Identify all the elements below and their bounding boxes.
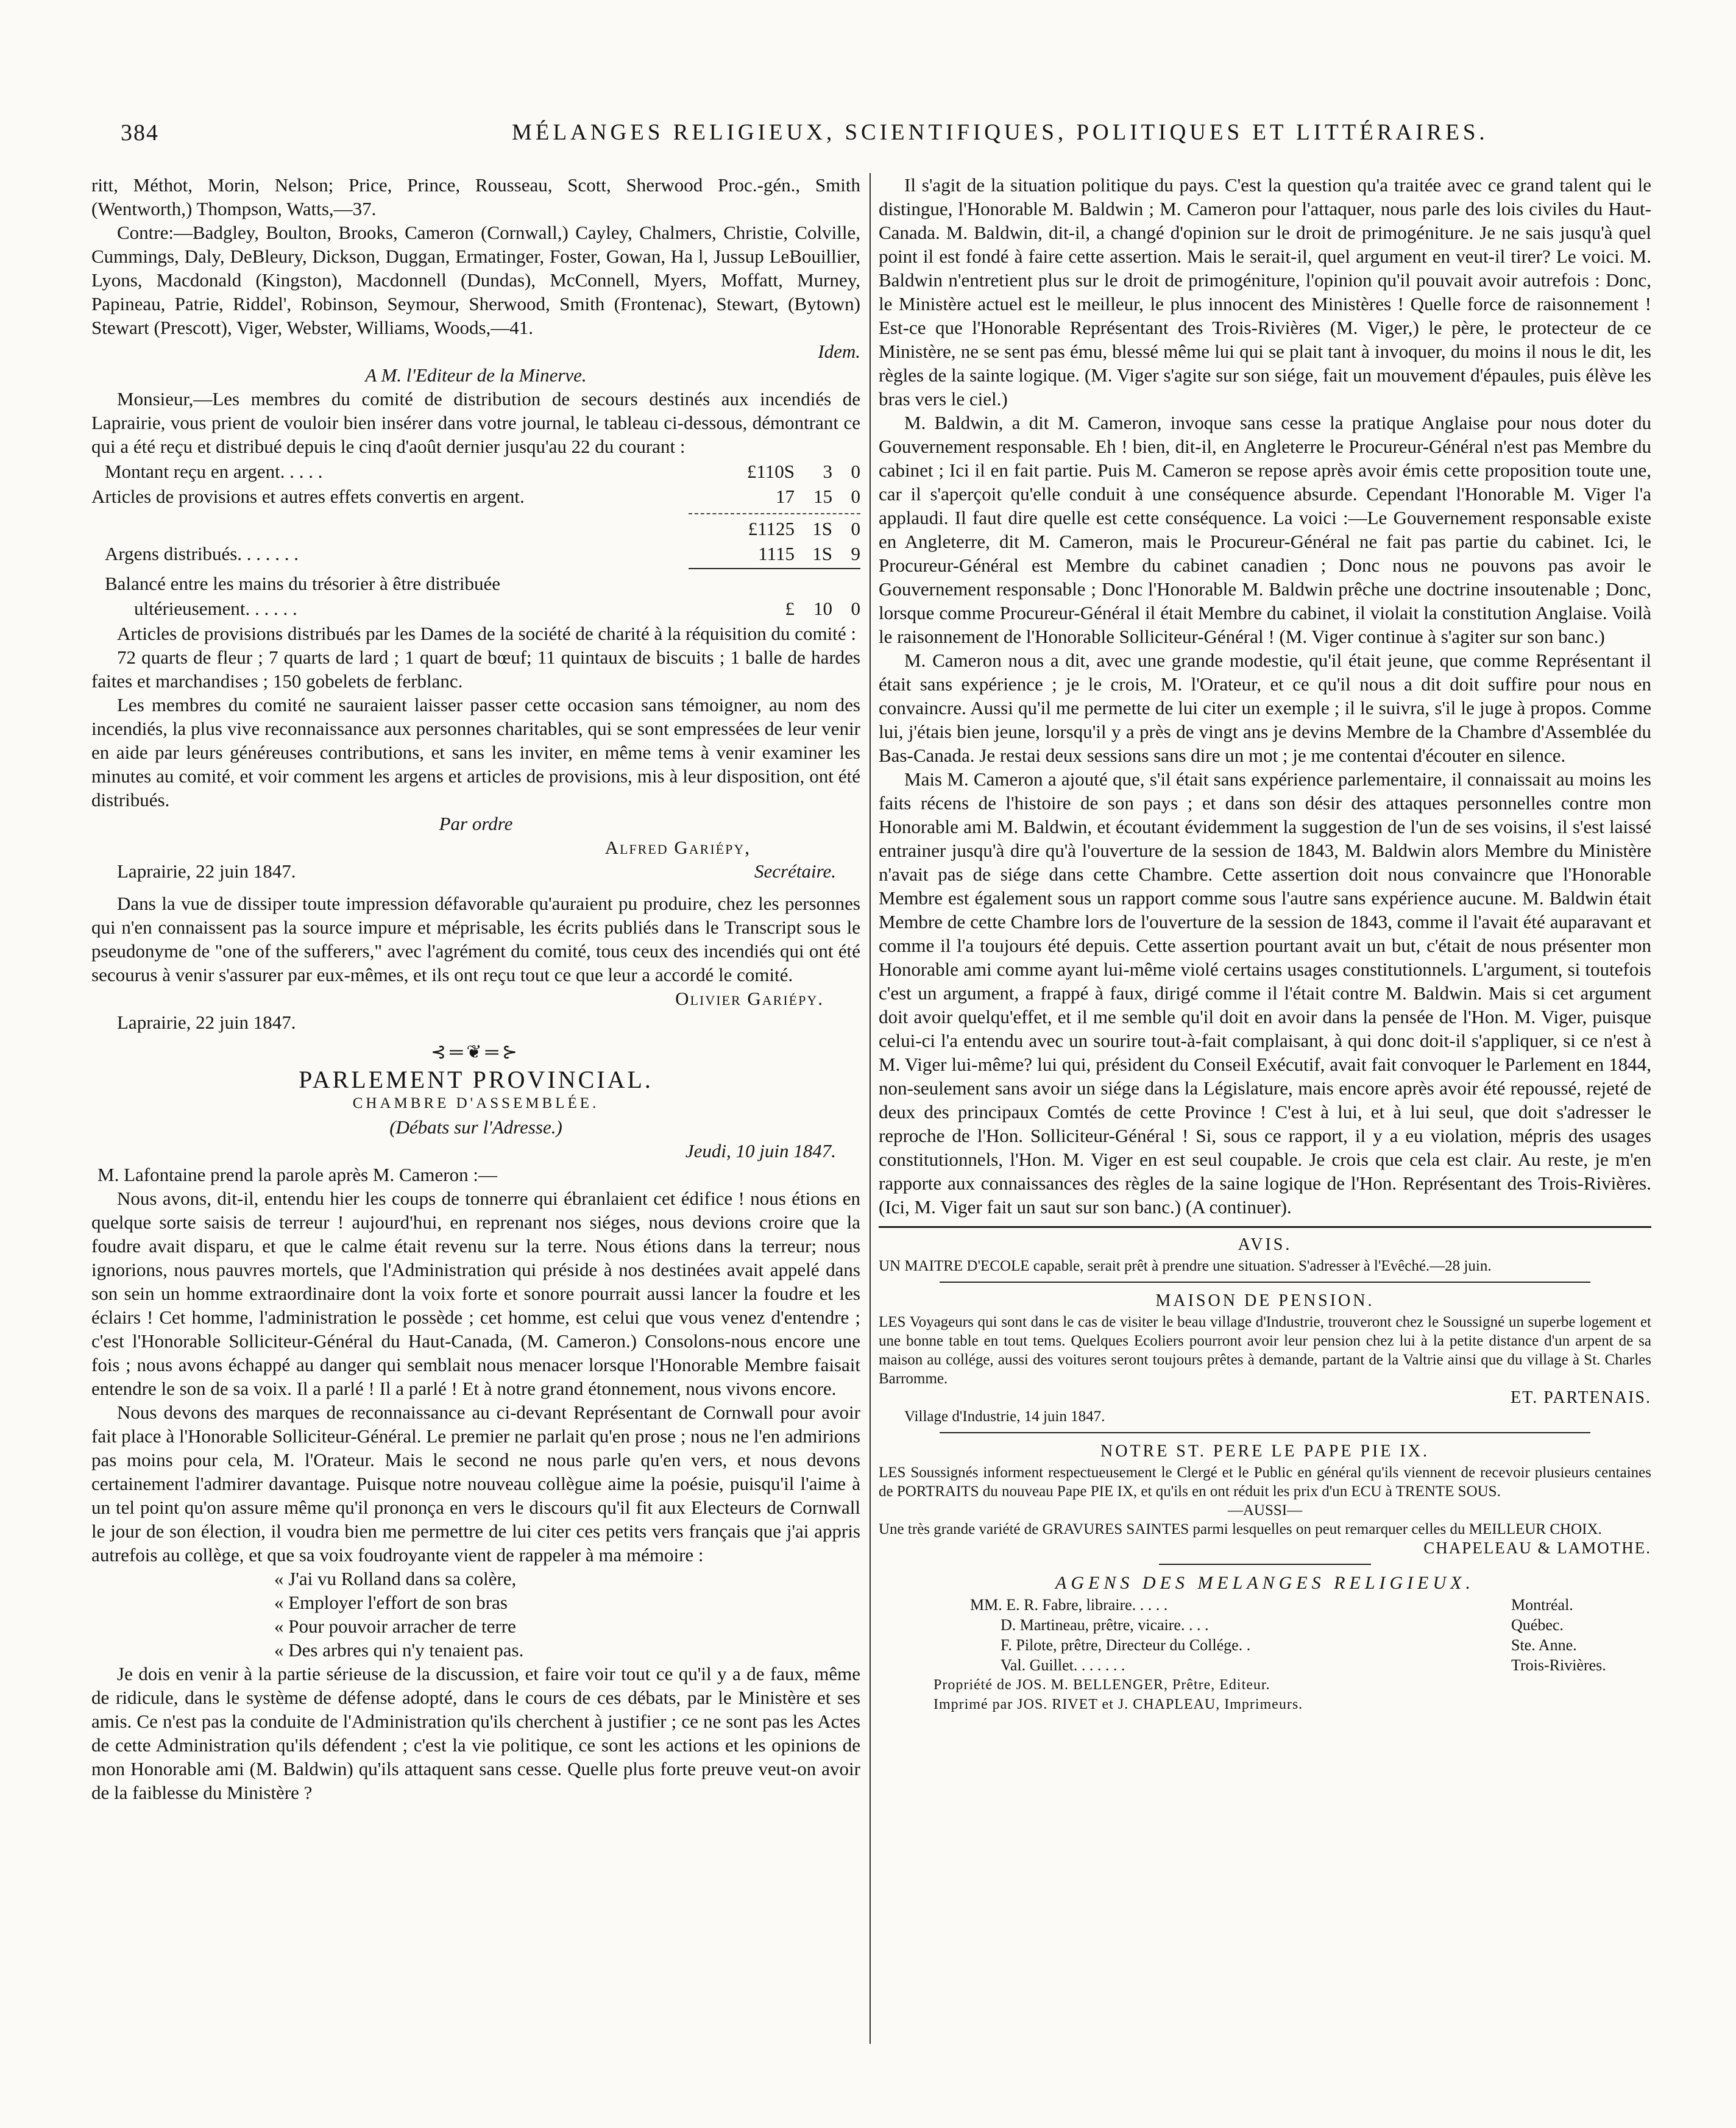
notice-rule	[1159, 1564, 1371, 1565]
left-column	[91, 173, 860, 1804]
ledger-pence: 0	[851, 598, 860, 619]
vote-idem: Idem.	[818, 341, 860, 362]
poem-line: « Pour pouvoir arracher de terre	[274, 1616, 516, 1637]
speech-paragraph: Il s'agit de la situation politique du pays. C'est la question qu'a traitée avec ce grand talent qui le distingue, l'Honorable M. Baldwin ; M. Cameron pour l'attaquer, nous parle des lois civiles du Haut-Canada. M. Baldwin, dit-il, a changé d'opinion sur le droit de primogéniture. Je ne sais jusqu'à quel point il est fondé à faire cette assertion. Mais le serait-il, quel argument en veut-il tirer? Le voici. M. Baldwin n'entretient plus sur le droit de primogéniture, l'opinion qu'il pouvait avoir autrefois : Donc, le Ministère actuel est le meilleur, le plus innocent des Ministères ! Quelle force de raisonnement ! Est-ce que l'Honorable Représentant des Trois-Rivières (M. Viger,) le père, le protecteur de ce Ministère, ne se sent pas ému, blessé même lui qui se plait tant à invoquer, du moins il nous le dit, les règles de la sainte logique. (M. Viger s'agite sur son siége, fait un mouvement d'épaules, puis élève les bras vers le ciel.)	[879, 174, 1651, 410]
articles-list: 72 quarts de fleur ; 7 quarts de lard ; 1 quart de bœuf; 11 quintaux de biscuits ; 1 balle de hardes faites et marchandises ; 150 gobelets de ferblanc.	[91, 647, 860, 692]
avis-text: UN MAITRE D'ECOLE capable, serait prêt à prendre une situation. S'adresser à l'Evêché.—28 juin.	[879, 1258, 1492, 1274]
ledger-pounds: £	[785, 598, 795, 619]
par-ordre: Par ordre	[439, 813, 513, 834]
pension-signer: ET. PARTENAIS.	[1511, 1388, 1651, 1407]
agent-place: Trois-Rivières.	[1511, 1656, 1606, 1674]
ledger-pounds: 1115	[758, 543, 795, 564]
notice-rule	[940, 1432, 1590, 1433]
pension-title: MAISON DE PENSION.	[1155, 1291, 1375, 1310]
debate-caption: (Débats sur l'Adresse.)	[389, 1116, 562, 1138]
section-title: PARLEMENT PROVINCIAL.	[299, 1066, 653, 1093]
vote-list-contre: Contre:—Badgley, Boulton, Brooks, Cameron (Cornwall,) Cayley, Chalmers, Christie, Colville, Cummings, Daly, DeBleury, Dickson, Duggan, Ermatinger, Foster, Gowan, Ha l, Jussup LeBouillier, Lyons, Macdonald (Kingston), Macdonnell (Dundas), McConnell, Myers, Moffatt, Murney, Papineau, Patrie, Riddel', Robinson, Seymour, Sherwood, Smith (Frontenac), Stewart, (Bytown) Stewart (Prescott), Viger, Webster, Williams, Woods,—41.	[91, 222, 860, 338]
ledger-pounds: £1125	[748, 518, 795, 539]
letter-body: Monsieur,—Les membres du comité de distribution de secours destinés aux incendiés de Laprairie, vous prient de vouloir bien insérer dans votre journal, le tableau ci-dessous, démontrant ce qui a été reçu et distribué depuis le cinq d'août dernier jusqu'au 22 du courant :	[91, 388, 860, 457]
imprint-proprietor: Propriété de JOS. M. BELLENGER, Prêtre, Editeur.	[934, 1677, 1270, 1693]
page-header	[91, 119, 1651, 151]
ledger-shillings: 1S	[812, 518, 832, 539]
speech-paragraph: M. Cameron nous a dit, avec une grande modestie, qu'il était jeune, que comme Représentant il était sans expérience ; je le crois, M. l'Orateur, et ce qu'il nous a dit doit suffire pour nous en convaincre. Aussi qu'il me permette de lui citer un exemple ; il le suivra, s'il le juge à propos. Comme lui, j'étais bien jeune, lorsqu'il y a près de vingt ans je devins Membre de la Chambre d'Assemblée du Bas-Canada. Je restai deux sessions sans dire un mot ; je me contentai d'écouter en silence.	[879, 650, 1651, 766]
agent-place: Québec.	[1511, 1616, 1564, 1634]
date-line: Laprairie, 22 juin 1847.	[117, 1012, 296, 1033]
agent-place: Ste. Anne.	[1511, 1636, 1577, 1654]
ledger-shillings: 10	[813, 598, 832, 619]
speech-paragraph: M. Baldwin, a dit M. Cameron, invoque sans cesse la pratique Anglaise pour nous doter du Gouvernement responsable. Eh ! bien, dit-il, en Angleterre le Procureur-Général n'est pas Membre du cabinet ; Ici il en fait partie. Puis M. Cameron se repose après avoir émis cette proposition toute une, car il s'aperçoit qu'elle conduit à une conséquence absurde. Cependant l'Honorable M. Viger l'a applaudi. Il faut dire quelle est cette conséquence. La voici :—Le Gouvernement responsable existe en Angleterre, dit M. Cameron, mais le Procureur-Général ne fait pas partie du cabinet. Ici, le Procureur-Général est Membre du cabinet canadien ; Donc nous ne pouvons pas avoir le Gouvernement responsable ; Donc l'Honorable M. Baldwin prêche une doctrine insoutenable ; Donc, lorsque comme Procureur-Général il était Membre du cabinet, il violait la constitution Anglaise. Voilà le raisonnement de l'Honorable Solliciteur-Général ! (M. Viger continue à s'agiter sur son banc.)	[879, 412, 1651, 647]
agent-name: MM. E. R. Fabre, libraire. . . . .	[970, 1596, 1168, 1614]
pension-date: Village d'Industrie, 14 juin 1847.	[904, 1408, 1105, 1425]
ledger-pence: 9	[851, 543, 860, 564]
imprint-printer: Imprimé par JOS. RIVET et J. CHAPLEAU, Imprimeurs.	[934, 1697, 1303, 1712]
avis-title: AVIS.	[1238, 1235, 1292, 1254]
agent-name: D. Martineau, prêtre, vicaire. . . .	[1001, 1616, 1209, 1634]
agent-place: Montréal.	[1511, 1596, 1573, 1614]
speaker-intro: M. Lafontaine prend la parole après M. Cameron :—	[97, 1164, 497, 1185]
transcript-note: Dans la vue de dissiper toute impression défavorable qu'auraient pu produire, chez les personnes qui n'en connaissent pas la source impure et méprisable, les écrits publiés dans le Transcript sous le pseudonyme de "one of the sufferers," avec l'agrément du comité, tous ceux des incendiés qui ont été secourus à venir s'assurer par eux-mêmes, et ils ont reçu tout ce que leur a accordé le comité.	[91, 893, 860, 985]
signer-olivier: Olivier Gariépy.	[675, 988, 824, 1009]
ledger-pounds: 17	[776, 486, 795, 507]
agent-name: F. Pilote, prêtre, Directeur du Collége. .	[1001, 1636, 1251, 1654]
notice-rule	[940, 1282, 1590, 1283]
agents-title: AGENS DES MELANGES RELIGIEUX.	[1055, 1573, 1475, 1593]
ledger-rule	[689, 568, 860, 569]
thanks-paragraph: Les membres du comité ne sauraient laisser passer cette occasion sans témoigner, au nom des incendiés, la plus vive reconnaissance aux personnes charitables, qui se sont empressées de leur venir en aide par leurs généreuses contributions, et sans les inviter, en même tems à venir examiner les minutes au comité, et voir comment les argens et articles de provisions, mis à leur disposition, ont été distribués.	[91, 694, 860, 810]
ledger-row-balance	[91, 597, 860, 620]
date-line: Laprairie, 22 juin 1847.	[117, 860, 296, 882]
signature-row	[91, 859, 860, 883]
running-title: MÉLANGES RELIGIEUX, SCIENTIFIQUES, POLITIQUES ET LITTÉRAIRES.	[512, 120, 1489, 145]
agents-list	[879, 1595, 1651, 1675]
decorative-ornament: ⊰═❦═⊱	[431, 1042, 521, 1062]
speech-paragraph: Nous avons, dit-il, entendu hier les coups de tonnerre qui ébranlaient cet édifice ! nous étions en quelque sorte saisis de terreur ! aujourd'hui, en reprenant nos siéges, nous devions croire que la foudre avait disparu, et que le calme était revenu sur la terre. Nous étions dans la terreur; nous ignorions, nous pauvres mortels, que l'Administration qui préside à nos destinées avait appelé dans son sein un homme extraordinaire dont la voix forte et sonore pourrait aussi lancer la foudre et les éclairs ! Cet homme, l'administration le possède ; cet homme, est celui que vous venez d'entendre ; c'est l'Honorable Solliciteur-Général du Haut-Canada, (M. Cameron.) Consolons-nous encore une fois ; nous avons échappé au danger qui semblait nous menacer lorsque l'Honorable Membre faisait entendre le son de sa voix. Il a parlé ! Il a parlé ! Et à notre grand étonnement, nous vivons encore.	[91, 1188, 860, 1399]
pope-text-2: Une très grande variété de GRAVURES SAINTES parmi lesquelles on peut remarquer celles du MEILLEUR CHOIX.	[879, 1521, 1602, 1537]
ledger-pounds: £110S	[746, 461, 795, 482]
page-number: 384	[121, 120, 159, 146]
balance-label: Balancé entre les mains du trésorier à être distribuée	[105, 573, 501, 594]
poem-line: « Des arbres qui n'y tenaient pas.	[274, 1639, 524, 1661]
poem-line: « Employer l'effort de son bras	[274, 1592, 508, 1613]
ledger-label: ultérieusement. . . . . .	[134, 598, 297, 619]
ledger-label: Montant reçu en argent. . . . .	[105, 461, 323, 482]
speech-paragraph: Mais M. Cameron a ajouté que, s'il était sans expérience parlementaire, il connaissait au moins les faits récens de l'histoire de son pays ; et dans son désir des attaques personnelles contre mon Honorable ami M. Baldwin, et écoutant évidemment la suggestion de l'un de ses voisins, il s'est laissé entrainer jusqu'à dire qu'à l'ouverture de la session de 1843, M. Baldwin alors Membre du Ministère n'avait pas de siége dans cette Chambre. Cette assertion doit nous convaincre que l'Honorable Membre est également sous un rapport comme sous l'autre sans expérience aucune. M. Baldwin était Membre de cette Chambre lors de l'ouverture de la session de 1843, comme il l'avait été auparavant et comme il l'a toujours été depuis. Cette assertion pourtant avait un but, c'était de nous présenter mon Honorable ami comme ayant lui-même violé certains usages constitutionnels. L'argument, si toutefois c'est un argument, a frappé à faux, dirigé comme il l'était contre M. Baldwin. Mais si cet argument doit avoir quelqu'effet, et il me semble qu'il doit en avoir dans la pensée de l'Hon. M. Viger, puisque celui-ci l'a entendu avec un sourire tout-à-fait complaisant, à qui donc doit-il s'appliquer, si ce n'est à M. Viger lui-même? lui qui, président du Conseil Exécutif, avait fait convoquer le Parlement en 1844, non-seulement sans avoir un siége dans la Législature, mais encore après avoir été repoussé, rejeté de deux des principaux Comtés de cette Province ! C'est à lui, et à lui seul, que doit s'adresser le reproche de l'Hon. Solliciteur-Général ! Si, sous ce rapport, il y a eu violation, mépris des usages constitutionnels, l'Hon. M. Viger en est seul coupable. Je crois que cela est clair. Au reste, je m'en rapporte aux connaissances des règles de la saine logique de l'Hon. Représentant des Trois-Rivières. (Ici, M. Viger fait un saut sur son banc.) (A continuer).	[879, 768, 1651, 1218]
speech-paragraph: Nous devons des marques de reconnaissance au ci-devant Représentant de Cornwall pour avoir fait place à l'Honorable Solliciteur-Général. Le premier ne parlait qu'en prose ; nous ne l'en admirions pas moins pour cela, M. l'Orateur. Mais le second ne nous parle qu'en vers, et nous devons certainement l'admirer davantage. Puisque notre nouveau collègue aime la poésie, puisqu'il l'aime à un tel point qu'on assure même qu'il prononça en vers le discours qu'il fit aux Electeurs de Cornwall le jour de son élection, il voudra bien me permettre de lui citer ces petits vers français que j'ai appris autrefois au collège, et que sa voix foudroyante vient de rappeler à ma mémoire :	[91, 1402, 860, 1566]
debate-date: Jeudi, 10 juin 1847.	[685, 1140, 836, 1162]
ledger-label: Articles de provisions et autres effets convertis en argent.	[91, 486, 525, 507]
vote-list-continued: ritt, Méthot, Morin, Nelson; Price, Prince, Rousseau, Scott, Sherwood Proc.-gén., Smith (Wentworth,) Thompson, Watts,—37.	[91, 174, 860, 219]
secretary-role: Secrétaire.	[754, 860, 836, 882]
section-subtitle: CHAMBRE D'ASSEMBLÉE.	[352, 1095, 600, 1112]
pope-title: NOTRE ST. PERE LE PAPE PIE IX.	[1100, 1442, 1430, 1461]
speech-paragraph: Je dois en venir à la partie sérieuse de la discussion, et faire voir tout ce qu'il y a de faux, même de ridicule, dans le système de défense adopté, dans le cours de ces débats, par le Ministère et ses amis. Ce n'est pas la conduite de l'Administration qu'ils cherchent à justifier ; ce ne sont pas les Actes de cette Administration qu'ils défendent ; c'est la vie politique, ce sont les actions et les opinions de mon Honorable ami (M. Baldwin) qu'ils attaquent sans cesse. Quelle plus forte preuve veut-on avoir de la faiblesse du Ministère ?	[91, 1663, 860, 1803]
pope-signer: CHAPELEAU & LAMOTHE.	[1423, 1539, 1651, 1557]
poem-quote	[91, 1567, 860, 1662]
ledger-pence: 0	[851, 518, 860, 539]
poem-line: « J'ai vu Rolland dans sa colère,	[274, 1568, 517, 1589]
ledger-shillings: 1S	[812, 543, 832, 564]
pope-text: LES Soussignés informent respectueusement le Clergé et le Public en général qu'ils viennent de recevoir plusieurs centaines de PORTRAITS du nouveau Pape PIE IX, et qu'ils en ont réduit les prix d'un ECU à TRENTE SOUS.	[879, 1464, 1651, 1500]
articles-intro: Articles de provisions distribués par les Dames de la société de charité à la réquisition du comité :	[117, 623, 856, 644]
pope-aussi: —AUSSI—	[1227, 1502, 1303, 1519]
ledger-row-received	[91, 459, 860, 483]
right-column	[879, 173, 1651, 1714]
column-divider	[870, 173, 871, 2044]
ledger-shillings: 3	[823, 461, 832, 482]
ledger-pence: 0	[851, 486, 860, 507]
ledger-row-distributed	[91, 542, 860, 566]
ledger-label: Argens distribués. . . . . . .	[105, 543, 299, 564]
notice-rule	[879, 1226, 1651, 1228]
agent-name: Val. Guillet. . . . . . .	[1001, 1656, 1125, 1674]
ledger-row-articles	[91, 484, 860, 508]
signer-secretary: Alfred Gariépy,	[604, 837, 751, 858]
letter-heading: A M. l'Editeur de la Minerve.	[365, 364, 587, 386]
pension-text: LES Voyageurs qui sont dans le cas de visiter le beau village d'Industrie, trouveront chez le Soussigné un superbe logement et une bonne table en tout tems. Quelques Ecoliers pourront avoir leur pension chez lui à la petite distance d'un arpent de sa maison au collége, aussi des voitures seront toujours prêtes à demande, partant de la Valtrie ainsi que du village à St. Charles Barromme.	[879, 1314, 1651, 1387]
ledger-shillings: 15	[813, 486, 832, 507]
ledger-row-total	[91, 517, 860, 541]
ledger-label	[91, 517, 712, 541]
ledger-pence: 0	[851, 461, 860, 482]
ledger-rule	[689, 513, 860, 514]
